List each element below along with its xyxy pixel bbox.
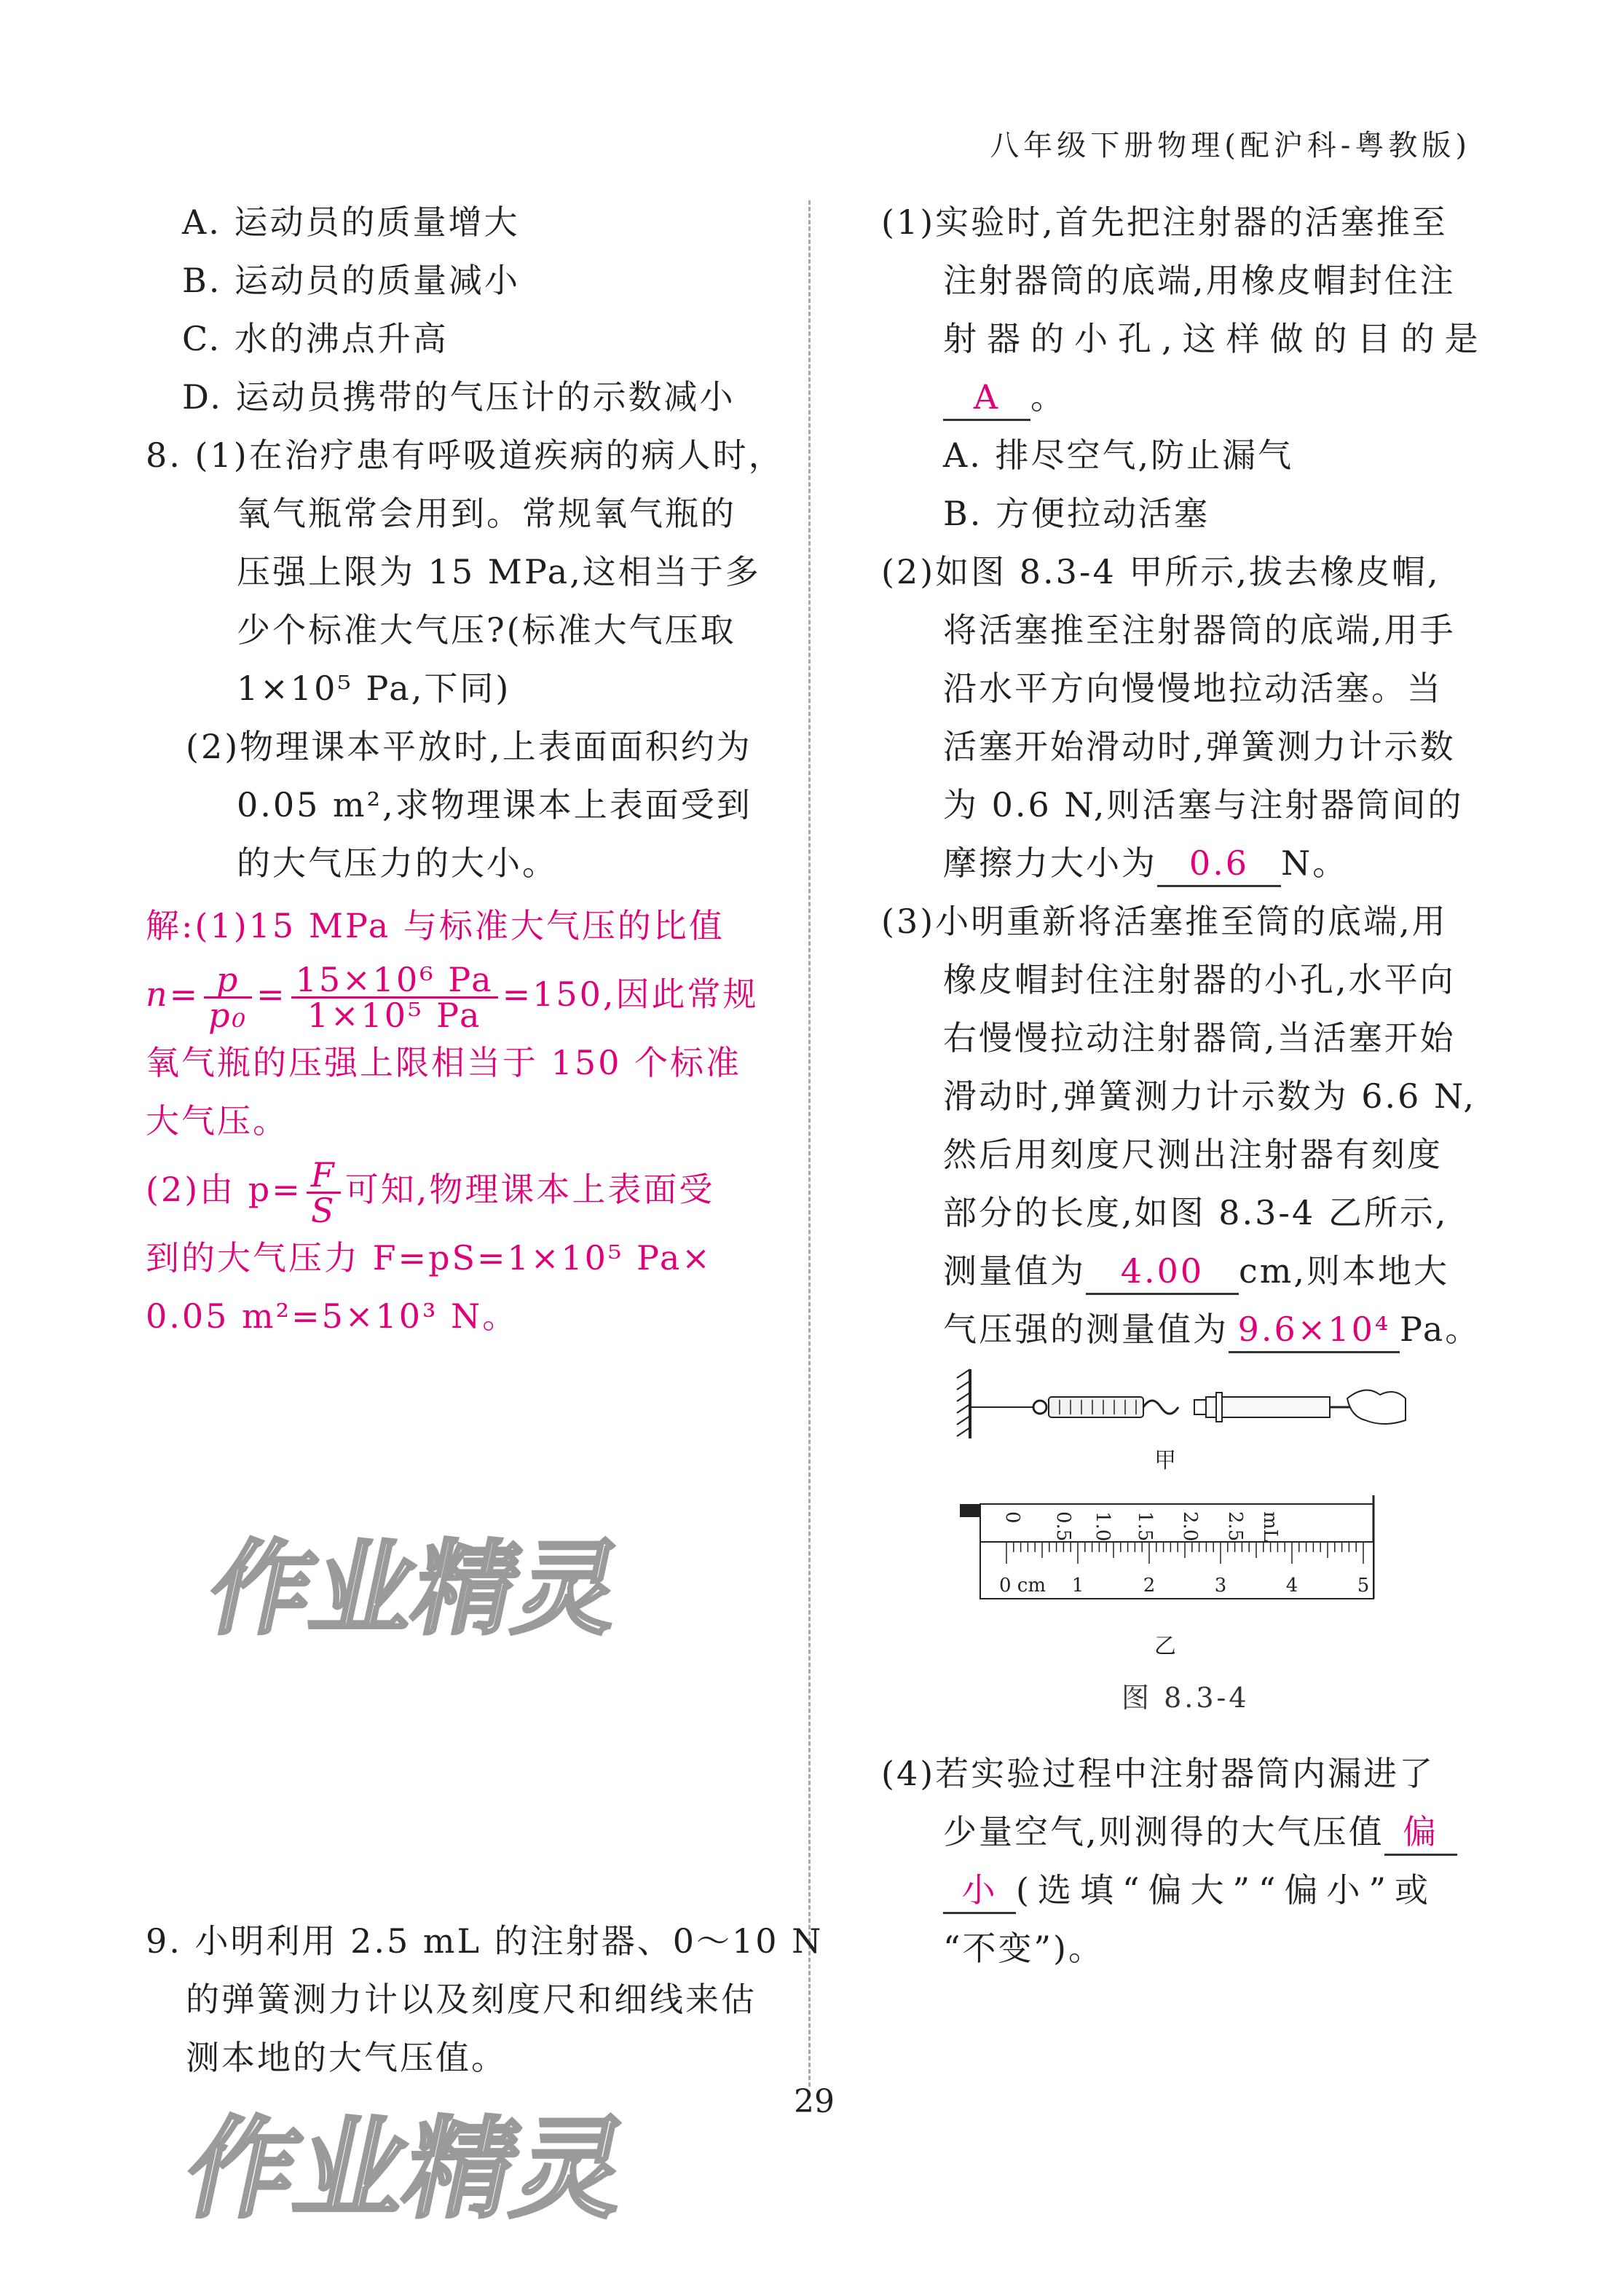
s3-line: 橡皮帽封住注射器的小孔,水平向 [943,960,1456,999]
column-divider [808,200,811,2087]
left-column [146,193,787,1345]
s2-line: 沿水平方向慢慢地拉动活塞。当 [943,669,1443,708]
s3-line: 然后用刻度尺测出注射器有刻度 [943,1135,1443,1174]
s4-line-3 [881,1861,1486,1919]
s2-line: 活塞开始滑动时,弹簧测力计示数 [943,727,1456,766]
s2-answer-line [881,834,1486,892]
eq-lhs: n= [146,975,200,1014]
fraction-p-p0 [204,959,252,1035]
s1-line: 注射器筒的底端,用橡皮帽封住注 [943,261,1456,300]
answer-blank: 4.00 [1086,1249,1239,1295]
ruler-mark: 1 [1071,1575,1084,1597]
ruler-mark: 2 [1143,1575,1156,1597]
watermark-text: 作业精灵 [175,2105,639,2233]
s2-line: 为 0.6 N,则活塞与注射器筒间的 [943,785,1464,824]
solution-line: 到的大气压力 F=pS=1×10⁵ Pa× [146,1238,712,1278]
s4-line: (4)若实验过程中注射器筒内漏进了 [881,1754,1435,1793]
answer-blank: 小 [943,1868,1016,1914]
q8-part2-line: 0.05 m²,求物理课本上表面受到 [237,785,752,824]
q8-part2-line: 的大气压力的大小。 [237,843,558,883]
s3-answer-line [881,1242,1486,1300]
solution-line: 解:(1)15 MPa 与标准大气压的比值 [146,906,725,945]
frac-den: S [310,1190,336,1230]
fraction-values [291,959,498,1035]
solution-equation [146,955,787,1034]
frac-den: 1×10⁵ Pa [307,995,482,1035]
s3-answer-line-2 [881,1300,1486,1358]
q8-line: 1×10⁵ Pa,下同) [237,669,511,708]
page-header: 八年级下册物理(配沪科-粤教版) [990,129,1471,162]
page-number: 29 [794,2083,835,2120]
watermark-logo [175,2098,639,2233]
syringe-mark: 1.0 [1092,1511,1113,1542]
ruler-mark: 0 cm [999,1575,1046,1597]
solution-line: 大气压。 [146,1101,288,1141]
q9-line: 测本地的大气压值。 [186,2038,507,2077]
label-yi: 乙 [1154,1634,1176,1659]
frac-num: 15×10⁶ Pa [291,963,498,999]
p2-post: 可知,物理课本上表面受 [344,1170,715,1209]
s1-line: (1)实验时,首先把注射器的活塞推至 [881,202,1448,242]
q8-line: 压强上限为 15 MPa,这相当于多 [237,552,761,591]
ruler-mark: 5 [1357,1575,1370,1597]
right-column [881,193,1489,1358]
s1-option: B. 方便拉动活塞 [943,494,1210,533]
frac-num: p [204,963,252,999]
s4-block [881,1744,1486,1977]
s2-post: N。 [1281,843,1349,883]
s2-line: 将活塞推至注射器筒的底端,用手 [943,610,1456,650]
solution-line: 0.05 m²=5×10³ N。 [146,1296,519,1336]
answer-blank: 0.6 [1157,841,1281,887]
q8-part2-line: (2)物理课本平放时,上表面面积约为 [186,727,752,766]
s4-post: (选填“偏大”“偏小”或 [1016,1870,1438,1910]
option-d: D. 运动员携带的气压计的示数减小 [182,377,736,417]
ruler-mark: 3 [1214,1575,1227,1597]
q9-line: 的弹簧测力计以及刻度尺和细线来估 [186,1980,757,2019]
s4-line: “不变”)。 [943,1929,1104,1968]
s1-option: A. 排尽空气,防止漏气 [943,436,1294,475]
s3-line: 滑动时,弹簧测力计示数为 6.6 N, [943,1076,1476,1116]
q9-block [146,1912,824,2087]
figure-jia [957,1369,1406,1473]
s1-end: 。 [1030,377,1066,417]
p2-pre: (2)由 p= [146,1170,302,1209]
syringe-mark: mL [1259,1511,1281,1542]
s3-mid: cm,则本地大 [1239,1251,1450,1291]
s3-pre2: 气压强的测量值为 [943,1310,1229,1349]
eq-rhs: =150,因此常规 [502,975,759,1014]
answer-blank: 9.6×10⁴ [1229,1307,1400,1353]
solution-block [146,897,787,1345]
q8-line: 少个标准大气压?(标准大气压取 [237,610,736,650]
syringe-mark: 0.5 [1052,1511,1074,1542]
answer-blank: 偏 [1384,1810,1457,1856]
option-c: C. 水的沸点升高 [182,319,449,358]
syringe-mark: 2.0 [1179,1511,1201,1542]
s1-line: 射器的小孔,这样做的目的是 [943,319,1489,358]
syringe-mark: 1.5 [1134,1511,1156,1542]
q8-line: 8. (1)在治疗患有呼吸道疾病的病人时， [146,436,784,475]
syringe-mark: 0 [1001,1511,1023,1524]
frac-den: p₀ [208,995,248,1035]
solution-line: 氧气瓶的压强上限相当于 150 个标准 [146,1043,742,1082]
ruler-mark: 4 [1285,1575,1298,1597]
s3-post2: Pa。 [1400,1310,1481,1349]
solution-part2 [146,1150,787,1229]
s4-pre: 少量空气,则测得的大气压值 [943,1812,1384,1851]
frac-num: F [307,1158,341,1194]
figure-8-3-4 [954,1362,1406,1668]
label-jia: 甲 [1154,1448,1176,1473]
s4-line-2 [881,1803,1486,1861]
figure-yi [960,1495,1373,1659]
q8-line: 氧气瓶常会用到。常规氧气瓶的 [237,494,736,533]
figure-caption: 图 8.3-4 [1122,1682,1250,1714]
watermark-text: 作业精灵 [199,1530,632,1649]
watermark-logo [199,1522,632,1653]
s1-answer-line [881,368,1486,426]
syringe-mark: 2.5 [1224,1511,1246,1542]
option-b: B. 运动员的质量减小 [182,261,521,300]
fraction-f-s [307,1154,341,1230]
eq-mid: = [256,975,287,1014]
option-a: A. 运动员的质量增大 [182,202,520,242]
s3-line: 右慢慢拉动注射器筒,当活塞开始 [943,1018,1456,1058]
s3-pre: 测量值为 [943,1251,1086,1291]
s2-line: (2)如图 8.3-4 甲所示,拔去橡皮帽, [881,552,1440,591]
s3-line: (3)小明重新将活塞推至筒的底端,用 [881,902,1448,941]
s3-line: 部分的长度,如图 8.3-4 乙所示, [943,1193,1448,1232]
s2-pre: 摩擦力大小为 [943,843,1157,883]
q9-line: 9. 小明利用 2.5 mL 的注射器、0～10 N [146,1921,824,1961]
answer-blank: A [943,375,1030,421]
